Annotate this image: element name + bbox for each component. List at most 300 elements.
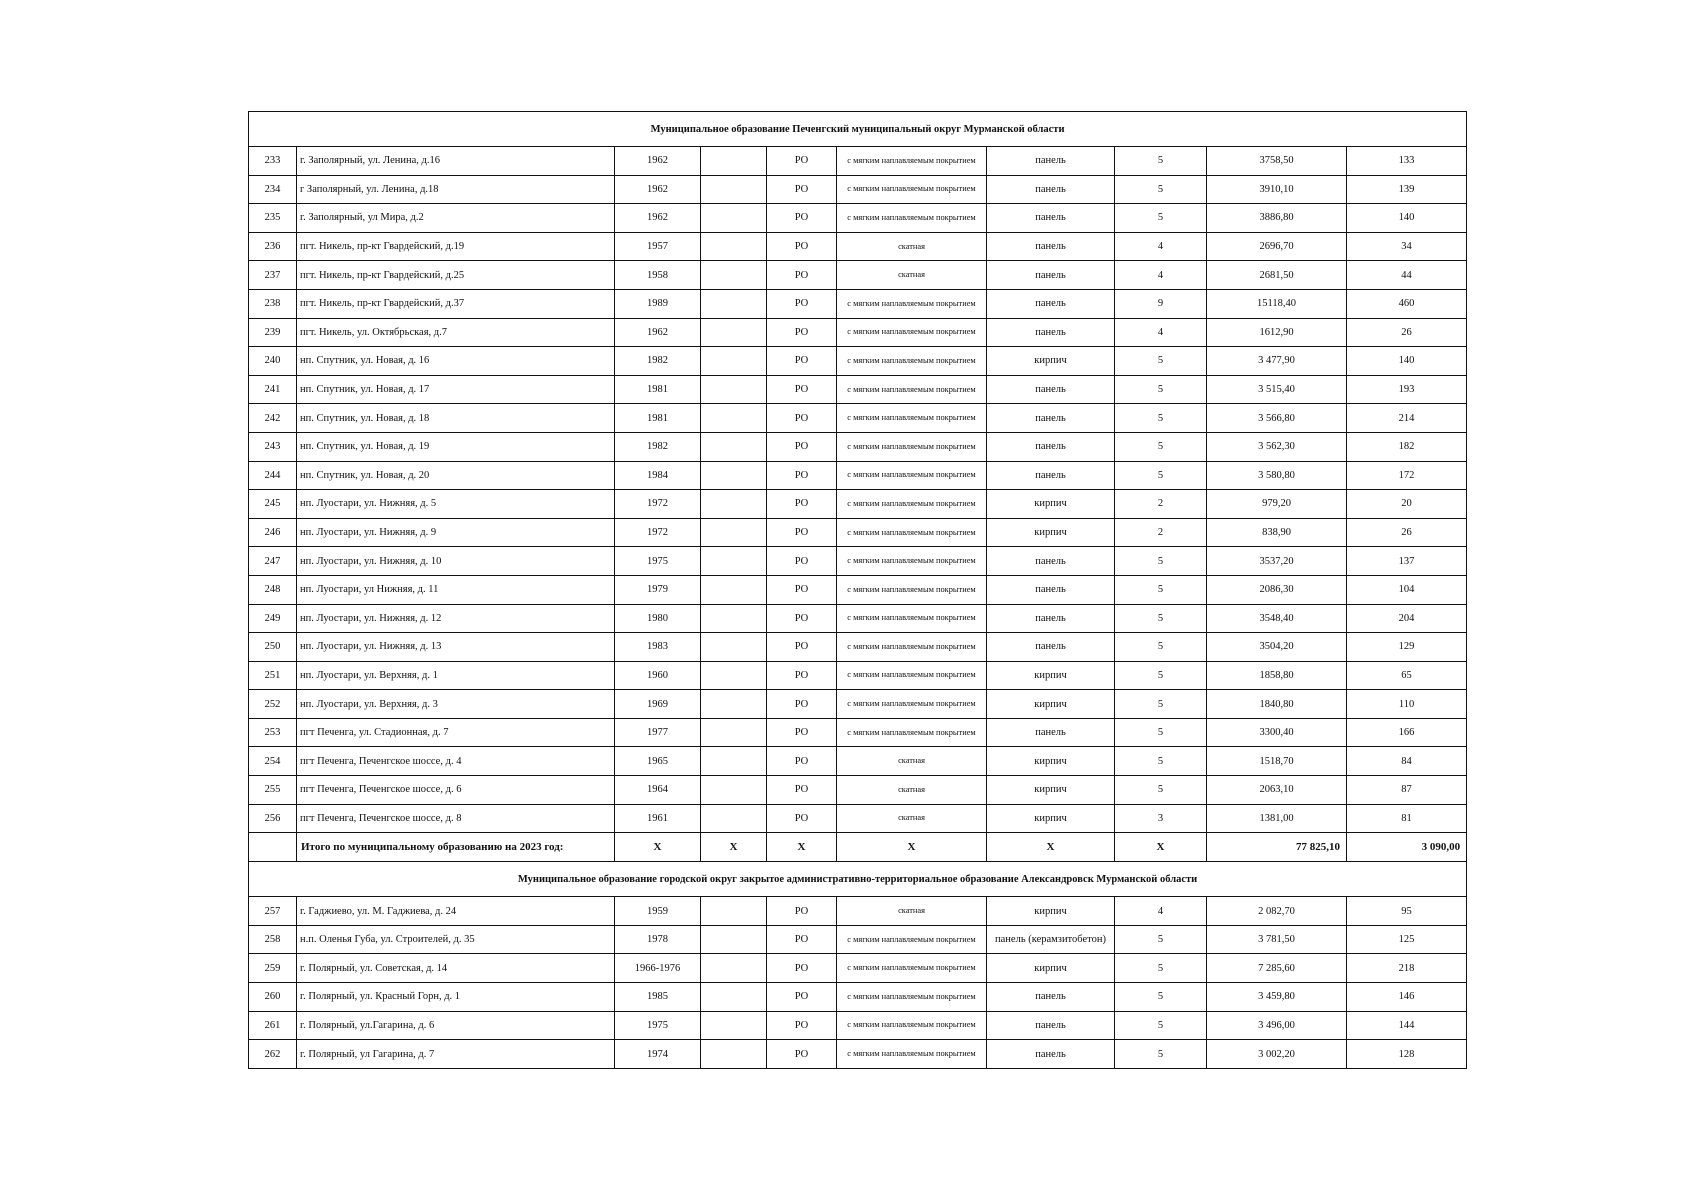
roof-type-cell: с мягким наплавляемым покрытием — [837, 547, 987, 576]
empty-cell — [701, 318, 767, 347]
area-cell: 3 562,30 — [1207, 432, 1347, 461]
area-cell: 3 496,00 — [1207, 1011, 1347, 1040]
roof-type-cell: скатная — [837, 776, 987, 805]
residents-cell: 44 — [1347, 261, 1467, 290]
wall-material-cell: панель — [987, 547, 1115, 576]
year-built-cell: 1972 — [615, 518, 701, 547]
wall-material-cell: кирпич — [987, 747, 1115, 776]
row-number: 235 — [249, 204, 297, 233]
area-cell: 1840,80 — [1207, 690, 1347, 719]
roof-type-cell: с мягким наплавляемым покрытием — [837, 690, 987, 719]
roof-type-cell: с мягким наплавляемым покрытием — [837, 518, 987, 547]
residents-cell: 172 — [1347, 461, 1467, 490]
row-number: 242 — [249, 404, 297, 433]
empty-cell — [701, 983, 767, 1012]
wall-material-cell: панель — [987, 604, 1115, 633]
total-x-cell: X — [701, 833, 767, 862]
address-cell: пгт. Никель, ул. Октябрьская, д.7 — [297, 318, 615, 347]
year-built-cell: 1977 — [615, 718, 701, 747]
floors-cell: 4 — [1115, 897, 1207, 926]
roof-type-cell: скатная — [837, 897, 987, 926]
wall-material-cell: панель — [987, 204, 1115, 233]
roof-type-cell: с мягким наплавляемым покрытием — [837, 575, 987, 604]
row-number: 244 — [249, 461, 297, 490]
table-row — [249, 633, 1467, 662]
empty-cell — [701, 204, 767, 233]
residents-cell: 20 — [1347, 490, 1467, 519]
empty-cell — [701, 575, 767, 604]
address-cell: пгт. Никель, пр-кт Гвардейский, д.19 — [297, 232, 615, 261]
address-cell: г. Полярный, ул. Красный Горн, д. 1 — [297, 983, 615, 1012]
table-row — [249, 747, 1467, 776]
address-cell: нп. Спутник, ул. Новая, д. 17 — [297, 375, 615, 404]
floors-cell: 5 — [1115, 718, 1207, 747]
row-number: 236 — [249, 232, 297, 261]
floors-cell: 5 — [1115, 747, 1207, 776]
table-row — [249, 690, 1467, 719]
wall-material-cell: кирпич — [987, 518, 1115, 547]
floors-cell: 5 — [1115, 147, 1207, 176]
area-cell: 15118,40 — [1207, 289, 1347, 318]
table-row — [249, 318, 1467, 347]
table-row — [249, 261, 1467, 290]
floors-cell: 5 — [1115, 690, 1207, 719]
wall-material-cell: кирпич — [987, 897, 1115, 926]
program-cell: РО — [767, 518, 837, 547]
program-cell: РО — [767, 604, 837, 633]
residents-cell: 84 — [1347, 747, 1467, 776]
roof-type-cell: с мягким наплавляемым покрытием — [837, 147, 987, 176]
roof-type-cell: с мягким наплавляемым покрытием — [837, 461, 987, 490]
address-cell: нп. Луостари, ул. Верхняя, д. 3 — [297, 690, 615, 719]
wall-material-cell: кирпич — [987, 347, 1115, 376]
residents-cell: 182 — [1347, 432, 1467, 461]
area-cell: 3886,80 — [1207, 204, 1347, 233]
floors-cell: 5 — [1115, 1040, 1207, 1069]
program-cell: РО — [767, 261, 837, 290]
address-cell: нп. Луостари, ул. Нижняя, д. 5 — [297, 490, 615, 519]
floors-cell: 2 — [1115, 490, 1207, 519]
year-built-cell: 1969 — [615, 690, 701, 719]
residents-cell: 146 — [1347, 983, 1467, 1012]
wall-material-cell: панель — [987, 718, 1115, 747]
floors-cell: 5 — [1115, 954, 1207, 983]
wall-material-cell: панель — [987, 232, 1115, 261]
wall-material-cell: панель — [987, 175, 1115, 204]
table-row — [249, 661, 1467, 690]
wall-material-cell: панель — [987, 404, 1115, 433]
area-cell: 3 477,90 — [1207, 347, 1347, 376]
roof-type-cell: с мягким наплавляемым покрытием — [837, 983, 987, 1012]
year-built-cell: 1962 — [615, 318, 701, 347]
housing-registry-table — [248, 111, 1467, 1069]
roof-type-cell: с мягким наплавляемым покрытием — [837, 375, 987, 404]
table-row — [249, 954, 1467, 983]
empty-cell — [701, 1011, 767, 1040]
program-cell: РО — [767, 461, 837, 490]
program-cell: РО — [767, 547, 837, 576]
empty-cell — [701, 518, 767, 547]
row-number: 237 — [249, 261, 297, 290]
area-cell: 3300,40 — [1207, 718, 1347, 747]
floors-cell: 5 — [1115, 547, 1207, 576]
area-cell: 1518,70 — [1207, 747, 1347, 776]
address-cell: пгт. Никель, пр-кт Гвардейский, д.37 — [297, 289, 615, 318]
program-cell: РО — [767, 289, 837, 318]
floors-cell: 5 — [1115, 925, 1207, 954]
residents-cell: 139 — [1347, 175, 1467, 204]
residents-cell: 133 — [1347, 147, 1467, 176]
row-number: 248 — [249, 575, 297, 604]
year-built-cell: 1964 — [615, 776, 701, 805]
residents-cell: 137 — [1347, 547, 1467, 576]
address-cell: нп. Луостари, ул. Верхняя, д. 1 — [297, 661, 615, 690]
roof-type-cell: с мягким наплавляемым покрытием — [837, 925, 987, 954]
residents-cell: 218 — [1347, 954, 1467, 983]
wall-material-cell: кирпич — [987, 490, 1115, 519]
roof-type-cell: скатная — [837, 747, 987, 776]
row-number: 259 — [249, 954, 297, 983]
program-cell: РО — [767, 804, 837, 833]
row-number: 260 — [249, 983, 297, 1012]
section-title: Муниципальное образование городской округ закрытое административно-территориальное образование Александровск Мурманской области — [249, 862, 1467, 897]
empty-cell — [701, 661, 767, 690]
year-built-cell: 1962 — [615, 175, 701, 204]
empty-cell — [701, 347, 767, 376]
program-cell: РО — [767, 490, 837, 519]
program-cell: РО — [767, 404, 837, 433]
program-cell: РО — [767, 147, 837, 176]
roof-type-cell: с мягким наплавляемым покрытием — [837, 661, 987, 690]
address-cell: нп. Луостари, ул. Нижняя, д. 10 — [297, 547, 615, 576]
address-cell: г. Полярный, ул.Гагарина, д. 6 — [297, 1011, 615, 1040]
row-number: 239 — [249, 318, 297, 347]
section-title: Муниципальное образование Печенгский муниципальный округ Мурманской области — [249, 112, 1467, 147]
row-number: 247 — [249, 547, 297, 576]
row-number: 252 — [249, 690, 297, 719]
row-number: 257 — [249, 897, 297, 926]
table-row — [249, 776, 1467, 805]
table-row — [249, 175, 1467, 204]
year-built-cell: 1966-1976 — [615, 954, 701, 983]
wall-material-cell: кирпич — [987, 690, 1115, 719]
program-cell: РО — [767, 347, 837, 376]
residents-cell: 140 — [1347, 347, 1467, 376]
year-built-cell: 1957 — [615, 232, 701, 261]
address-cell: нп. Спутник, ул. Новая, д. 19 — [297, 432, 615, 461]
empty-cell — [701, 175, 767, 204]
empty-cell — [701, 776, 767, 805]
area-cell: 3 515,40 — [1207, 375, 1347, 404]
program-cell: РО — [767, 897, 837, 926]
wall-material-cell: панель — [987, 261, 1115, 290]
program-cell: РО — [767, 747, 837, 776]
residents-cell: 26 — [1347, 518, 1467, 547]
table-row — [249, 147, 1467, 176]
empty-cell — [701, 375, 767, 404]
area-cell: 2 082,70 — [1207, 897, 1347, 926]
total-x-cell: X — [1115, 833, 1207, 862]
address-cell: нп. Луостари, ул. Нижняя, д. 9 — [297, 518, 615, 547]
empty-cell — [701, 490, 767, 519]
residents-cell: 144 — [1347, 1011, 1467, 1040]
program-cell: РО — [767, 776, 837, 805]
row-number: 258 — [249, 925, 297, 954]
roof-type-cell: с мягким наплавляемым покрытием — [837, 490, 987, 519]
roof-type-cell: с мягким наплавляемым покрытием — [837, 954, 987, 983]
table-row — [249, 1011, 1467, 1040]
row-number: 261 — [249, 1011, 297, 1040]
row-number: 256 — [249, 804, 297, 833]
section-header-row — [249, 112, 1467, 147]
program-cell: РО — [767, 1040, 837, 1069]
empty-cell — [701, 804, 767, 833]
area-cell: 3910,10 — [1207, 175, 1347, 204]
total-x-cell: X — [837, 833, 987, 862]
table-row — [249, 518, 1467, 547]
table-row — [249, 604, 1467, 633]
table-row — [249, 289, 1467, 318]
total-x-cell: X — [987, 833, 1115, 862]
wall-material-cell: панель — [987, 289, 1115, 318]
table-row — [249, 232, 1467, 261]
total-area: 77 825,10 — [1207, 833, 1347, 862]
roof-type-cell: с мягким наплавляемым покрытием — [837, 1011, 987, 1040]
row-number: 234 — [249, 175, 297, 204]
area-cell: 3 459,80 — [1207, 983, 1347, 1012]
area-cell: 7 285,60 — [1207, 954, 1347, 983]
program-cell: РО — [767, 318, 837, 347]
wall-material-cell: кирпич — [987, 776, 1115, 805]
residents-cell: 95 — [1347, 897, 1467, 926]
area-cell: 2063,10 — [1207, 776, 1347, 805]
wall-material-cell: панель — [987, 375, 1115, 404]
area-cell: 1612,90 — [1207, 318, 1347, 347]
floors-cell: 5 — [1115, 175, 1207, 204]
row-number: 246 — [249, 518, 297, 547]
table-row — [249, 204, 1467, 233]
table-row — [249, 897, 1467, 926]
address-cell: г. Заполярный, ул Мира, д.2 — [297, 204, 615, 233]
year-built-cell: 1981 — [615, 375, 701, 404]
table-row — [249, 1040, 1467, 1069]
program-cell: РО — [767, 175, 837, 204]
program-cell: РО — [767, 954, 837, 983]
program-cell: РО — [767, 204, 837, 233]
address-cell: пгт Печенга, Печенгское шоссе, д. 4 — [297, 747, 615, 776]
wall-material-cell: панель — [987, 983, 1115, 1012]
year-built-cell: 1982 — [615, 432, 701, 461]
table-row — [249, 547, 1467, 576]
roof-type-cell: с мягким наплавляемым покрытием — [837, 204, 987, 233]
table-row — [249, 461, 1467, 490]
program-cell: РО — [767, 375, 837, 404]
floors-cell: 4 — [1115, 261, 1207, 290]
roof-type-cell: с мягким наплавляемым покрытием — [837, 175, 987, 204]
address-cell: нп. Спутник, ул. Новая, д. 16 — [297, 347, 615, 376]
area-cell: 838,90 — [1207, 518, 1347, 547]
year-built-cell: 1962 — [615, 147, 701, 176]
program-cell: РО — [767, 1011, 837, 1040]
address-cell: г. Гаджиево, ул. М. Гаджиева, д. 24 — [297, 897, 615, 926]
empty-cell — [701, 232, 767, 261]
address-cell: г Заполярный, ул. Ленина, д.18 — [297, 175, 615, 204]
address-cell: пгт Печенга, Печенгское шоссе, д. 6 — [297, 776, 615, 805]
year-built-cell: 1965 — [615, 747, 701, 776]
roof-type-cell: скатная — [837, 804, 987, 833]
area-cell: 979,20 — [1207, 490, 1347, 519]
residents-cell: 166 — [1347, 718, 1467, 747]
floors-cell: 5 — [1115, 347, 1207, 376]
roof-type-cell: с мягким наплавляемым покрытием — [837, 404, 987, 433]
empty-cell — [701, 261, 767, 290]
row-number: 254 — [249, 747, 297, 776]
empty-cell — [701, 1040, 767, 1069]
wall-material-cell: панель — [987, 318, 1115, 347]
row-number: 262 — [249, 1040, 297, 1069]
roof-type-cell: с мягким наплавляемым покрытием — [837, 604, 987, 633]
roof-type-cell: скатная — [837, 261, 987, 290]
row-number: 243 — [249, 432, 297, 461]
empty-cell — [701, 925, 767, 954]
empty-cell — [701, 432, 767, 461]
residents-cell: 460 — [1347, 289, 1467, 318]
year-built-cell: 1958 — [615, 261, 701, 290]
wall-material-cell: панель — [987, 432, 1115, 461]
table-row — [249, 925, 1467, 954]
wall-material-cell: панель — [987, 1040, 1115, 1069]
residents-cell: 129 — [1347, 633, 1467, 662]
table-row — [249, 804, 1467, 833]
empty-cell — [701, 147, 767, 176]
floors-cell: 4 — [1115, 232, 1207, 261]
floors-cell: 5 — [1115, 575, 1207, 604]
wall-material-cell: панель — [987, 461, 1115, 490]
roof-type-cell: с мягким наплавляемым покрытием — [837, 318, 987, 347]
row-number: 240 — [249, 347, 297, 376]
total-residents: 3 090,00 — [1347, 833, 1467, 862]
year-built-cell: 1989 — [615, 289, 701, 318]
wall-material-cell: панель — [987, 1011, 1115, 1040]
year-built-cell: 1961 — [615, 804, 701, 833]
area-cell: 3 002,20 — [1207, 1040, 1347, 1069]
floors-cell: 5 — [1115, 204, 1207, 233]
area-cell: 3758,50 — [1207, 147, 1347, 176]
address-cell: г. Полярный, ул Гагарина, д. 7 — [297, 1040, 615, 1069]
roof-type-cell: с мягким наплавляемым покрытием — [837, 633, 987, 662]
residents-cell: 128 — [1347, 1040, 1467, 1069]
address-cell: нп. Луостари, ул Нижняя, д. 11 — [297, 575, 615, 604]
year-built-cell: 1979 — [615, 575, 701, 604]
floors-cell: 5 — [1115, 604, 1207, 633]
year-built-cell: 1981 — [615, 404, 701, 433]
residents-cell: 26 — [1347, 318, 1467, 347]
address-cell: нп. Луостари, ул. Нижняя, д. 12 — [297, 604, 615, 633]
total-label: Итого по муниципальному образованию на 2023 год: — [297, 833, 615, 862]
wall-material-cell: кирпич — [987, 954, 1115, 983]
year-built-cell: 1978 — [615, 925, 701, 954]
address-cell: н.п. Оленья Губа, ул. Строителей, д. 35 — [297, 925, 615, 954]
year-built-cell: 1974 — [615, 1040, 701, 1069]
total-x-cell: X — [767, 833, 837, 862]
address-cell: пгт Печенга, Печенгское шоссе, д. 8 — [297, 804, 615, 833]
row-number: 241 — [249, 375, 297, 404]
total-x-cell: X — [615, 833, 701, 862]
floors-cell: 5 — [1115, 776, 1207, 805]
program-cell: РО — [767, 661, 837, 690]
residents-cell: 214 — [1347, 404, 1467, 433]
empty-cell — [701, 718, 767, 747]
year-built-cell: 1985 — [615, 983, 701, 1012]
roof-type-cell: с мягким наплавляемым покрытием — [837, 718, 987, 747]
floors-cell: 5 — [1115, 1011, 1207, 1040]
year-built-cell: 1959 — [615, 897, 701, 926]
empty-cell — [701, 289, 767, 318]
row-number: 253 — [249, 718, 297, 747]
section-header-row — [249, 862, 1467, 897]
area-cell: 1858,80 — [1207, 661, 1347, 690]
program-cell: РО — [767, 232, 837, 261]
floors-cell: 4 — [1115, 318, 1207, 347]
area-cell: 1381,00 — [1207, 804, 1347, 833]
table-row — [249, 404, 1467, 433]
program-cell: РО — [767, 925, 837, 954]
empty-cell — [701, 461, 767, 490]
residents-cell: 204 — [1347, 604, 1467, 633]
year-built-cell: 1972 — [615, 490, 701, 519]
empty-cell — [701, 690, 767, 719]
row-number: 251 — [249, 661, 297, 690]
wall-material-cell: панель (керамзитобетон) — [987, 925, 1115, 954]
year-built-cell: 1975 — [615, 547, 701, 576]
residents-cell: 193 — [1347, 375, 1467, 404]
area-cell: 3504,20 — [1207, 633, 1347, 662]
floors-cell: 5 — [1115, 661, 1207, 690]
empty-cell — [701, 897, 767, 926]
empty-cell — [701, 547, 767, 576]
wall-material-cell: панель — [987, 147, 1115, 176]
address-cell: г. Полярный, ул. Советская, д. 14 — [297, 954, 615, 983]
table-row — [249, 375, 1467, 404]
program-cell: РО — [767, 718, 837, 747]
table-row — [249, 432, 1467, 461]
empty-cell — [701, 954, 767, 983]
program-cell: РО — [767, 575, 837, 604]
wall-material-cell: кирпич — [987, 804, 1115, 833]
year-built-cell: 1983 — [615, 633, 701, 662]
year-built-cell: 1975 — [615, 1011, 701, 1040]
address-cell: нп. Луостари, ул. Нижняя, д. 13 — [297, 633, 615, 662]
residents-cell: 81 — [1347, 804, 1467, 833]
address-cell: пгт. Никель, пр-кт Гвардейский, д.25 — [297, 261, 615, 290]
year-built-cell: 1982 — [615, 347, 701, 376]
floors-cell: 5 — [1115, 404, 1207, 433]
empty-cell — [701, 633, 767, 662]
year-built-cell: 1984 — [615, 461, 701, 490]
table-row — [249, 983, 1467, 1012]
floors-cell: 5 — [1115, 432, 1207, 461]
row-number: 233 — [249, 147, 297, 176]
roof-type-cell: с мягким наплавляемым покрытием — [837, 432, 987, 461]
floors-cell: 5 — [1115, 461, 1207, 490]
residents-cell: 110 — [1347, 690, 1467, 719]
wall-material-cell: панель — [987, 575, 1115, 604]
address-cell: нп. Спутник, ул. Новая, д. 18 — [297, 404, 615, 433]
table-row — [249, 490, 1467, 519]
address-cell: г. Заполярный, ул. Ленина, д.16 — [297, 147, 615, 176]
area-cell: 2086,30 — [1207, 575, 1347, 604]
year-built-cell: 1960 — [615, 661, 701, 690]
